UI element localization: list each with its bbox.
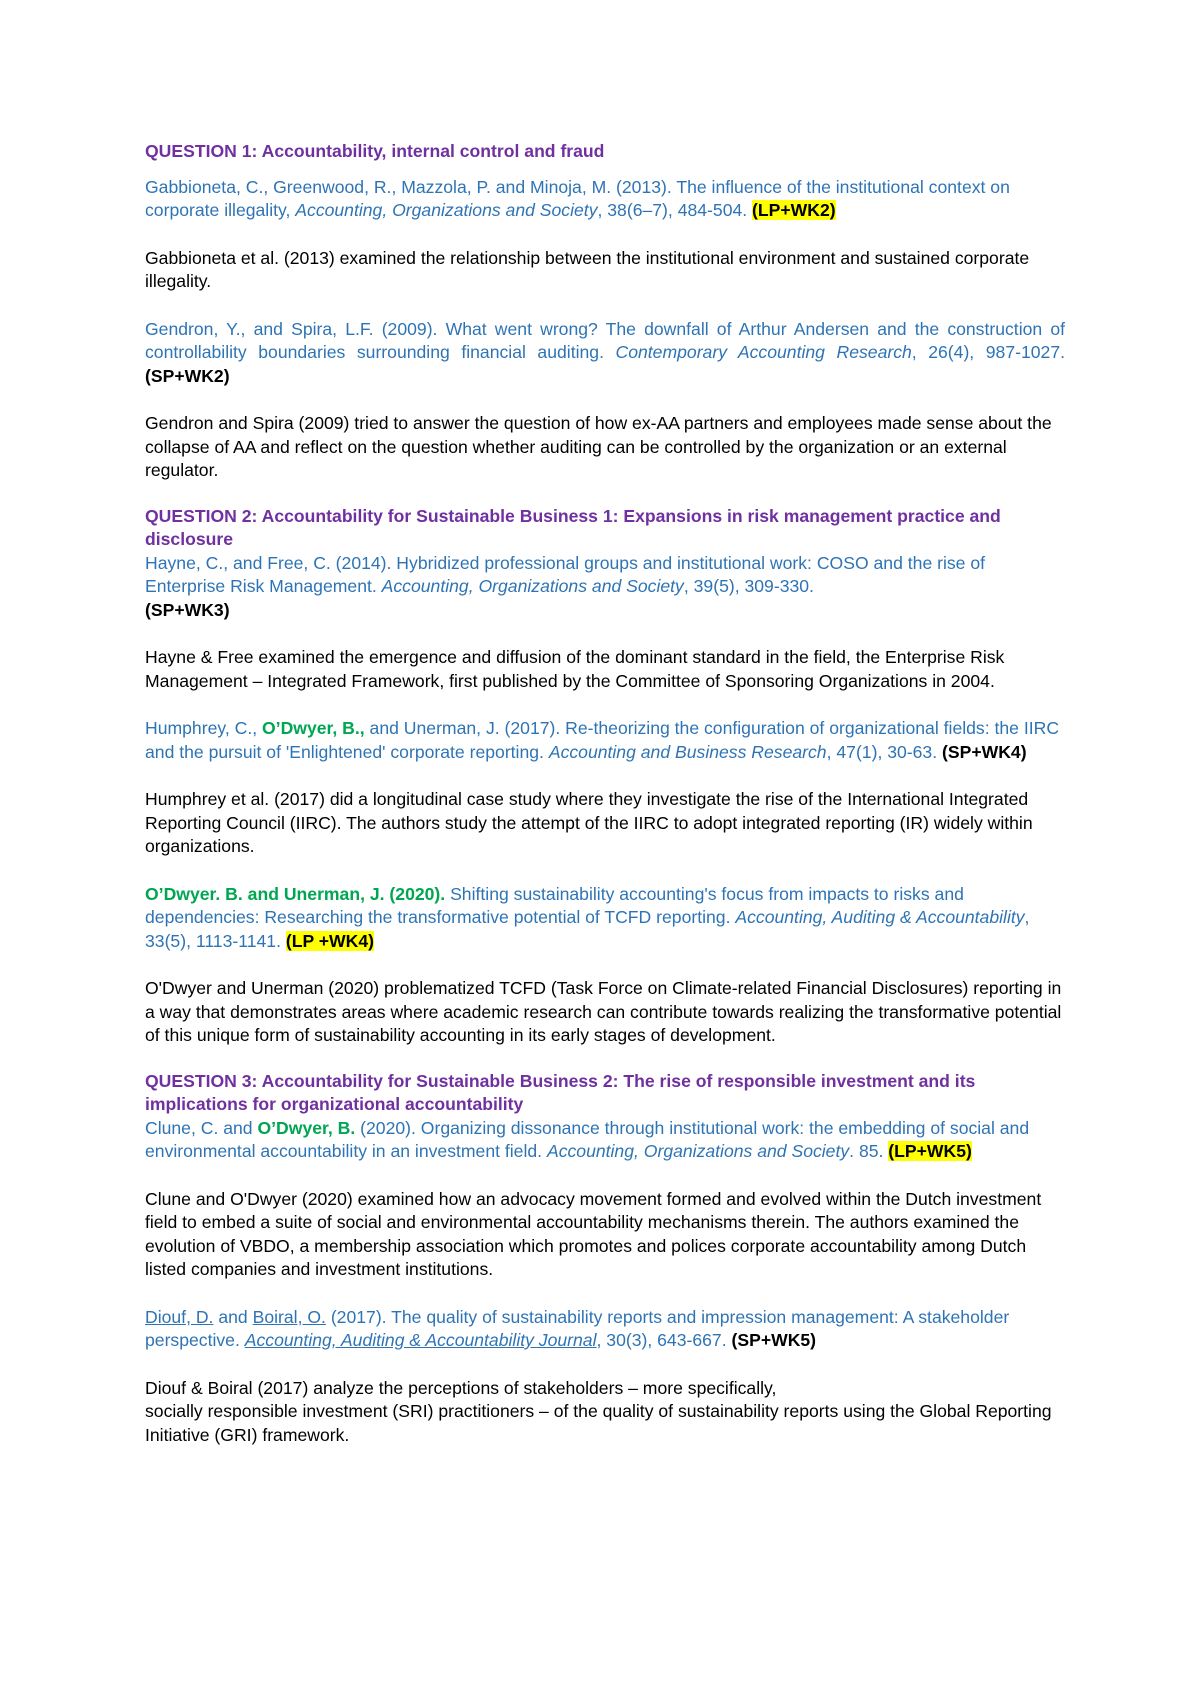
journal-link[interactable]: Accounting, Auditing & Accountability Journal bbox=[244, 1330, 597, 1350]
journal-title: Accounting, Organizations and Society bbox=[295, 200, 598, 220]
summary-gendron: Gendron and Spira (2009) tried to answer the question of how ex-AA partners and employees made sense about the collapse of AA and reflect on the question whether auditing can be controlled by the organization or an external regulator. bbox=[145, 413, 1052, 480]
reference-hayne bbox=[145, 552, 1065, 623]
reference-tag: (LP +WK4) bbox=[285, 930, 374, 951]
reference-text: Gendron, Y., and Spira, L.F. (2009). What went wrong? The downfall of Arthur Andersen and the construction of controllability boundaries surrounding financial auditing. bbox=[145, 318, 1065, 362]
journal-title: Accounting and Business Research bbox=[548, 741, 827, 762]
reference-text: Shifting sustainability accounting's focus from impacts to risks and dependencies: Researching the transformative potential of TCFD reporting. bbox=[145, 883, 964, 927]
reference-text: (2017). The quality of sustainability reports and impression management: A stakeholder perspective. bbox=[145, 1306, 1010, 1350]
question-1-heading: QUESTION 1: Accountability, internal control and fraud bbox=[145, 141, 605, 161]
reference-tag: (SP+WK3) bbox=[145, 599, 230, 620]
journal-title: Contemporary Accounting Research bbox=[615, 342, 912, 362]
author-link-boiral[interactable]: Boiral, O. bbox=[252, 1306, 326, 1327]
reference-citation: , 26(4), 987-1027. bbox=[911, 342, 1065, 362]
summary-line: socially responsible investment (SRI) practitioners – of the quality of sustainability reports using the Global Reporting Initiative (GRI) framework. bbox=[145, 1401, 1052, 1445]
reference-citation: , 30(3), 643-667. bbox=[596, 1330, 732, 1350]
summary-odwyer-unerman: O'Dwyer and Unerman (2020) problematized TCFD (Task Force on Climate-related Financial Disclosures) reporting in a way that demonstrates areas where academic research can contribute towards realizing the transformative potential of this unique form of sustainability accounting in its early stages of development. bbox=[145, 978, 1062, 1045]
reference-citation: . 85. bbox=[849, 1141, 889, 1161]
reference-citation: , 33(5), 1113-1141. bbox=[145, 907, 1030, 951]
journal-title: Accounting, Auditing & Accountability bbox=[735, 907, 1025, 927]
reference-text: Gabbioneta, C., Greenwood, R., Mazzola, P. and Minoja, M. (2013). The influence of the institutional context on corporate illegality, bbox=[145, 176, 1010, 220]
reference-text: Clune, C. and bbox=[145, 1117, 258, 1138]
summary-line: Diouf & Boiral (2017) analyze the perceptions of stakeholders – more specifically, bbox=[145, 1377, 777, 1398]
reference-tag: (SP+WK2) bbox=[145, 365, 230, 386]
question-2-heading: QUESTION 2: Accountability for Sustainable Business 1: Expansions in risk management practice and disclosure bbox=[145, 505, 1001, 549]
reference-diouf bbox=[145, 1306, 1065, 1353]
reference-text: and bbox=[213, 1306, 253, 1327]
reference-citation: , 47(1), 30-63. bbox=[826, 741, 942, 762]
journal-title: Accounting, Organizations and Society bbox=[381, 576, 684, 596]
reference-text: and Unerman, J. (2017). Re-theorizing the configuration of organizational fields: the IIRC and the pursuit of 'Enlightened' corporate reporting. bbox=[145, 718, 1060, 762]
summary-hayne: Hayne & Free examined the emergence and diffusion of the dominant standard in the field, the Enterprise Risk Management – Integrated Framework, first published by the Committee of Sponsoring Organizations in 2004. bbox=[145, 647, 1005, 691]
reference-citation: , 38(6–7), 484-504. bbox=[597, 200, 753, 220]
summary-gabbioneta: Gabbioneta et al. (2013) examined the relationship between the institutional environment and sustained corporate illegality. bbox=[145, 247, 1030, 291]
journal-title: Accounting, Organizations and Society bbox=[546, 1141, 850, 1161]
question-3-heading: QUESTION 3: Accountability for Sustainable Business 2: The rise of responsible investment and its implications for organizational accountability bbox=[145, 1070, 976, 1114]
highlighted-author: O’Dwyer, B., bbox=[262, 718, 365, 738]
reference-text: Hayne, C., and Free, C. (2014). Hybridized professional groups and institutional work: COSO and the rise of Enterprise Risk Management. bbox=[145, 552, 986, 596]
highlighted-author: O’Dwyer, B. bbox=[257, 1117, 356, 1138]
reference-gendron bbox=[145, 318, 1065, 389]
summary-humphrey: Humphrey et al. (2017) did a longitudinal case study where they investigate the rise of the International Integrated Reporting Council (IIRC). The authors study the attempt of the IIRC to adopt integrated reporting (IR) widely within organizations. bbox=[145, 789, 1033, 856]
reference-tag: (SP+WK4) bbox=[942, 741, 1027, 762]
reference-tag: (LP+WK2) bbox=[752, 200, 836, 220]
reference-humphrey bbox=[145, 717, 1065, 764]
reference-tag: (LP+WK5) bbox=[888, 1141, 972, 1161]
author-link-diouf[interactable]: Diouf, D. bbox=[145, 1306, 214, 1327]
reference-clune bbox=[145, 1117, 1065, 1164]
reference-citation: , 39(5), 309-330. bbox=[683, 576, 814, 596]
summary-clune: Clune and O'Dwyer (2020) examined how an advocacy movement formed and evolved within the Dutch investment field to embed a suite of social and environmental accountability mechanisms therein. The authors examined the evolution of VBDO, a membership association which promotes and polices corporate accountability among Dutch listed companies and investment institutions. bbox=[145, 1188, 1042, 1279]
reference-text: Humphrey, C., bbox=[145, 718, 262, 738]
document-page bbox=[145, 140, 1065, 1447]
summary-diouf bbox=[145, 1377, 1065, 1448]
reference-text: (2020). Organizing dissonance through institutional work: the embedding of social and environmental accountability in an investment field. bbox=[145, 1117, 1030, 1161]
reference-tag: (SP+WK5) bbox=[731, 1330, 817, 1350]
highlighted-author: O’Dwyer. B. and Unerman, J. (2020). bbox=[145, 883, 446, 904]
reference-odwyer-unerman bbox=[145, 883, 1065, 954]
reference-gabbioneta bbox=[145, 176, 1065, 223]
